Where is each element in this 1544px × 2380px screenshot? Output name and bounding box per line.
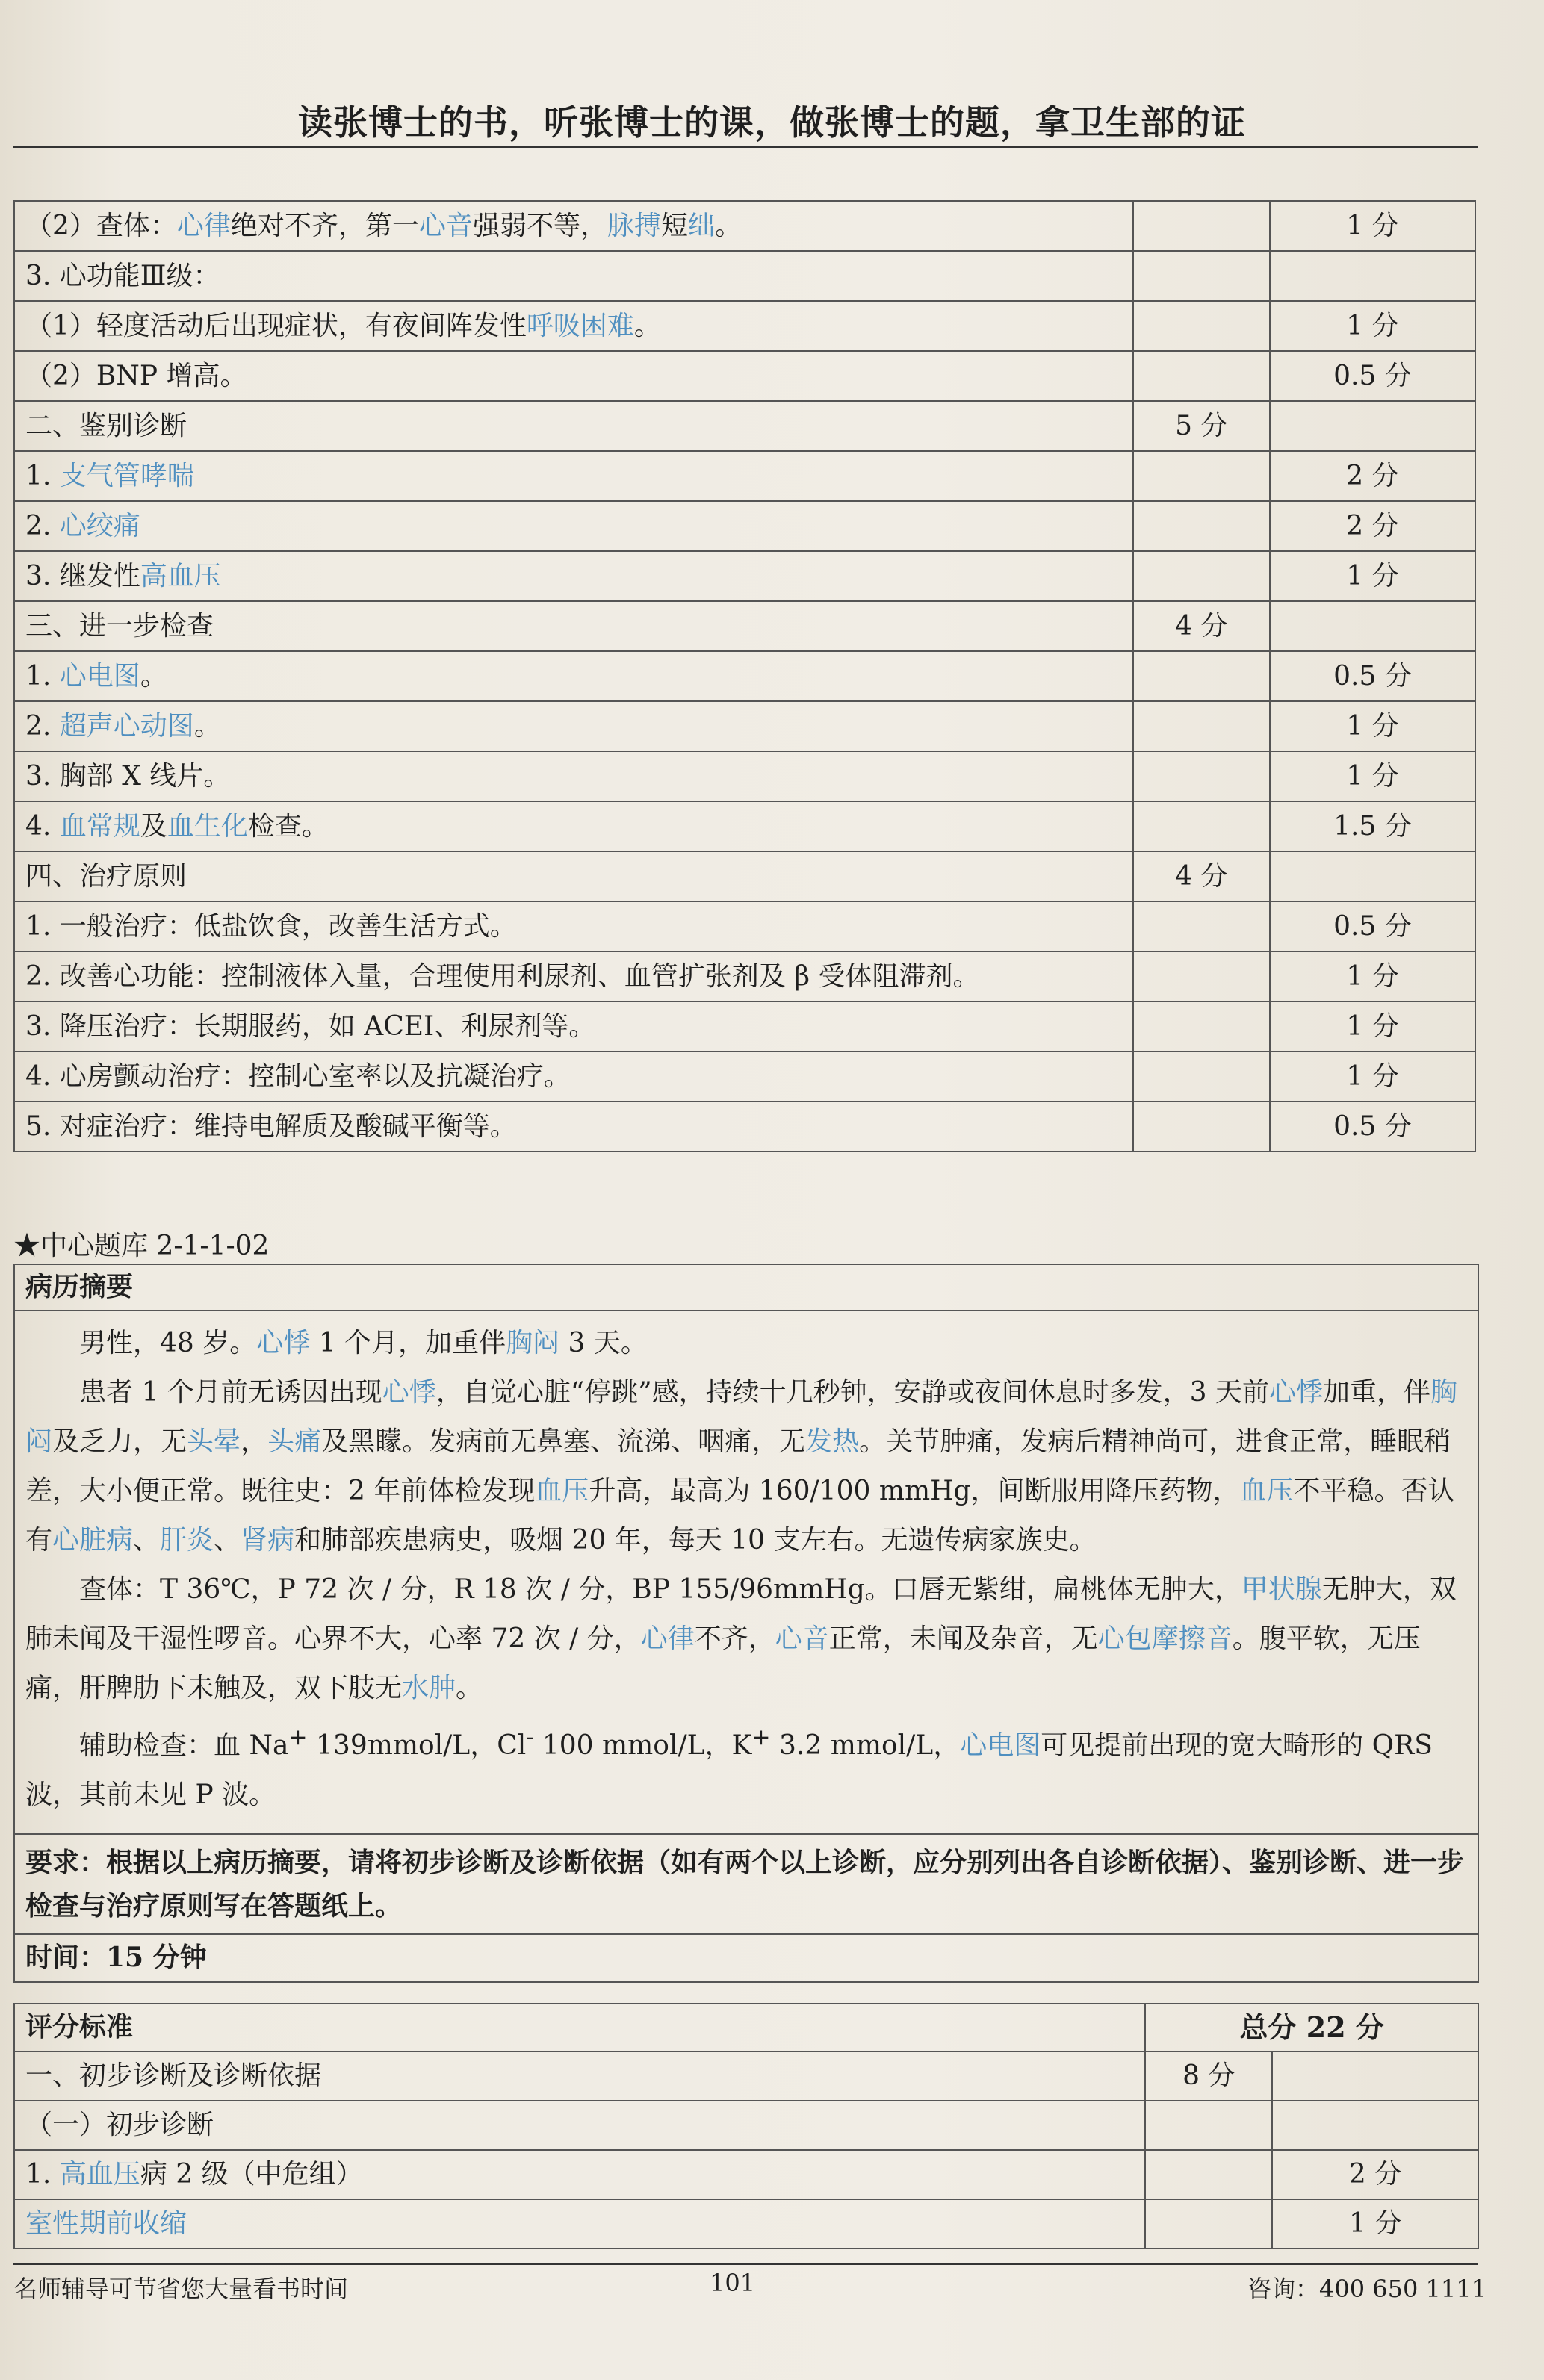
highlighted-term: 心电图 xyxy=(960,1730,1041,1761)
criteria-item xyxy=(14,901,1133,951)
section-score xyxy=(1133,1102,1270,1152)
text-segment: 强弱不等， xyxy=(472,210,607,241)
text-segment: 不齐， xyxy=(694,1624,775,1654)
case-paragraph-history xyxy=(25,1368,1467,1565)
highlighted-term: 心音 xyxy=(418,210,473,241)
highlighted-term: 高血压 xyxy=(59,2159,140,2190)
table-row xyxy=(14,2199,1478,2249)
section-score: 4 分 xyxy=(1133,601,1270,651)
table-row xyxy=(14,1102,1475,1152)
footer-divider xyxy=(13,2263,1478,2265)
text-segment: 及黑矇。发病前无鼻塞、流涕、咽痛，无 xyxy=(321,1426,806,1457)
criteria-item xyxy=(14,551,1133,601)
item-score: 1 分 xyxy=(1270,951,1475,1001)
item-score xyxy=(1270,251,1475,301)
case-summary-heading: 病历摘要 xyxy=(14,1264,1478,1311)
table-row xyxy=(14,551,1475,601)
section-score xyxy=(1133,251,1270,301)
text-segment: 3 天。 xyxy=(559,1328,648,1358)
text-segment: （1）轻度活动后出现症状，有夜间阵发性 xyxy=(25,310,527,341)
scoring-criteria-table xyxy=(13,2003,1479,2249)
section-score xyxy=(1145,2150,1272,2199)
item-score xyxy=(1270,601,1475,651)
section-score xyxy=(1145,2199,1272,2249)
table-row xyxy=(14,951,1475,1001)
highlighted-term: 心音 xyxy=(775,1624,829,1654)
text-segment: 3. 心功能Ⅲ级： xyxy=(25,260,220,291)
criteria-item xyxy=(14,2150,1145,2199)
highlighted-term: 心悸 xyxy=(256,1328,311,1358)
highlighted-term: 血常规 xyxy=(59,810,140,842)
text-segment: 2. xyxy=(25,710,60,742)
highlighted-term: 水肿 xyxy=(402,1673,456,1703)
section-score xyxy=(1133,501,1270,551)
table-row xyxy=(14,401,1475,451)
highlighted-term: 心绞痛 xyxy=(59,510,140,541)
text-segment: 3. 降压治疗：长期服药，如 ACEI、利尿剂等。 xyxy=(25,1010,596,1042)
text-segment: 正常，未闻及杂音，无 xyxy=(828,1624,1098,1654)
criteria-item xyxy=(14,401,1133,451)
text-segment: 100 mmol/L，K xyxy=(533,1730,752,1761)
scoring-table-continued xyxy=(13,200,1476,1152)
text-segment: 升高，最高为 160/100 mmHg，间断服用降压药物， xyxy=(589,1476,1240,1506)
table-row xyxy=(14,301,1475,351)
highlighted-term: 心律 xyxy=(640,1624,695,1654)
page-number: 101 xyxy=(710,2269,756,2297)
text-segment: ， xyxy=(241,1426,268,1457)
text-segment: 2. 改善心功能：控制液体入量，合理使用利尿剂、血管扩张剂及 β 受体阻滞剂。 xyxy=(25,960,980,992)
item-score: 1.5 分 xyxy=(1270,801,1475,851)
footer-contact: 咨询：400 650 1111 xyxy=(1247,2275,1486,2303)
table-row xyxy=(14,651,1475,701)
text-segment: 1. xyxy=(25,660,60,692)
highlighted-term: 呼吸困难 xyxy=(526,310,634,341)
table-row xyxy=(14,801,1475,851)
highlighted-term: 血压 xyxy=(1239,1476,1294,1506)
table-row xyxy=(14,901,1475,951)
text-segment: 检查。 xyxy=(247,810,329,842)
highlighted-term: 血压 xyxy=(535,1476,589,1506)
highlighted-term: 高血压 xyxy=(140,560,221,591)
text-segment: 和肺部疾患病史，吸烟 20 年，每天 10 支左右。无遗传病家族史。 xyxy=(294,1525,1097,1556)
footer-slogan: 名师辅导可节省您大量看书时间 xyxy=(13,2275,349,2303)
text-segment: + xyxy=(751,1724,771,1750)
table-row xyxy=(14,201,1475,251)
section-score xyxy=(1133,801,1270,851)
criteria-item xyxy=(14,1102,1133,1152)
table-row xyxy=(14,501,1475,551)
text-segment: 查体：T 36℃，P 72 次 / 分，R 18 次 / 分，BP 155/96mmHg。口唇无紫绀，扁桃体无肿大， xyxy=(79,1574,1241,1605)
table-row xyxy=(14,1051,1475,1102)
item-score: 2 分 xyxy=(1270,501,1475,551)
criteria-item xyxy=(14,1001,1133,1051)
criteria-item xyxy=(14,351,1133,401)
case-time-limit: 时间：15 分钟 xyxy=(14,1934,1478,1982)
item-score: 1 分 xyxy=(1270,701,1475,751)
question-bank-label: ★中心题库 2-1-1-02 xyxy=(13,1231,270,1261)
header-divider xyxy=(13,146,1478,148)
criteria-item xyxy=(14,451,1133,501)
text-segment: 、 xyxy=(133,1525,161,1556)
text-segment: 男性，48 岁。 xyxy=(79,1328,257,1358)
text-segment: 1 个月，加重伴 xyxy=(310,1328,506,1358)
text-segment: 、 xyxy=(214,1525,241,1556)
case-requirement: 要求：根据以上病历摘要，请将初步诊断及诊断依据（如有两个以上诊断，应分别列出各自诊断依据）、鉴别诊断、进一步检查与治疗原则写在答题纸上。 xyxy=(14,1834,1478,1934)
case-paragraph-exam xyxy=(25,1565,1467,1713)
highlighted-term: 肝炎 xyxy=(160,1525,214,1556)
case-summary-body xyxy=(14,1311,1478,1834)
highlighted-term: 血生化 xyxy=(167,810,248,842)
item-score xyxy=(1272,2051,1478,2101)
case-paragraph-chief-complaint xyxy=(25,1319,1467,1368)
highlighted-term: 心律 xyxy=(176,210,231,241)
section-score xyxy=(1133,301,1270,351)
highlighted-term: 支气管哮喘 xyxy=(59,460,194,491)
text-segment: 及乏力，无 xyxy=(52,1426,187,1457)
text-segment: 4. 心房颤动治疗：控制心室率以及抗凝治疗。 xyxy=(25,1060,571,1092)
highlighted-term: 肾病 xyxy=(241,1525,295,1556)
item-score: 0.5 分 xyxy=(1270,351,1475,401)
section-score xyxy=(1133,951,1270,1001)
scoring-criteria-heading: 评分标准 xyxy=(14,2004,1145,2051)
criteria-item xyxy=(14,501,1133,551)
section-score: 8 分 xyxy=(1145,2051,1272,2101)
item-score: 0.5 分 xyxy=(1270,651,1475,701)
text-segment: 。 xyxy=(715,210,742,241)
item-score: 1 分 xyxy=(1270,201,1475,251)
text-segment: 患者 1 个月前无诱因出现 xyxy=(79,1377,382,1408)
highlighted-term: 头晕 xyxy=(187,1426,241,1457)
highlighted-term: 心悸 xyxy=(1268,1377,1323,1408)
highlighted-term: 胸闷 xyxy=(506,1328,560,1358)
text-segment: 139mmol/L，Cl xyxy=(307,1730,527,1761)
highlighted-term: 头痛 xyxy=(267,1426,322,1457)
text-segment: 一、初步诊断及诊断依据 xyxy=(25,2060,322,2092)
item-score xyxy=(1270,851,1475,901)
text-segment: 1. xyxy=(25,2159,60,2190)
table-row xyxy=(14,251,1475,301)
item-score: 1 分 xyxy=(1270,751,1475,801)
criteria-item xyxy=(14,251,1133,301)
table-row xyxy=(14,351,1475,401)
item-score: 0.5 分 xyxy=(1270,1102,1475,1152)
section-score xyxy=(1133,201,1270,251)
item-score: 1 分 xyxy=(1270,1051,1475,1102)
item-score: 1 分 xyxy=(1270,551,1475,601)
highlighted-term: 心电图 xyxy=(59,660,140,692)
criteria-item xyxy=(14,751,1133,801)
section-score xyxy=(1133,901,1270,951)
item-score: 2 分 xyxy=(1272,2150,1478,2199)
criteria-item xyxy=(14,851,1133,901)
text-segment: 。腹平软，无压痛，肝脾肋下未触及，双下肢无 xyxy=(25,1624,1421,1703)
text-segment: 4. xyxy=(25,810,60,842)
highlighted-term: 心悸 xyxy=(382,1377,436,1408)
section-score xyxy=(1133,1001,1270,1051)
page-header-title: 读张博士的书，听张博士的课，做张博士的题，拿卫生部的证 xyxy=(298,102,1246,143)
criteria-item xyxy=(14,201,1133,251)
text-segment: 三、进一步检查 xyxy=(25,610,214,641)
highlighted-term: 甲状腺 xyxy=(1241,1574,1322,1605)
highlighted-term: 胸闷 xyxy=(25,1377,1458,1457)
case-paragraph-tests xyxy=(25,1713,1467,1820)
section-score: 5 分 xyxy=(1133,401,1270,451)
text-segment: （2）BNP 增高。 xyxy=(25,360,247,391)
item-score: 2 分 xyxy=(1270,451,1475,501)
criteria-item xyxy=(14,701,1133,751)
table-row xyxy=(14,1001,1475,1051)
text-segment: 及 xyxy=(140,810,167,842)
text-segment: 2. xyxy=(25,510,60,541)
table-row xyxy=(14,2101,1478,2150)
item-score: 0.5 分 xyxy=(1270,901,1475,951)
criteria-item xyxy=(14,801,1133,851)
criteria-item xyxy=(14,951,1133,1001)
text-segment: 。关节肿痛，发病后精神尚可，进食正常，睡眠稍差，大小便正常。既往史：2 年前体检发现 xyxy=(25,1426,1451,1506)
highlighted-term: 发热 xyxy=(805,1426,860,1457)
section-score xyxy=(1133,1051,1270,1102)
text-segment: （2）查体： xyxy=(25,210,177,241)
criteria-item xyxy=(14,301,1133,351)
table-row xyxy=(14,751,1475,801)
text-segment: - xyxy=(526,1724,534,1750)
total-score: 总分 22 分 xyxy=(1145,2004,1478,2051)
text-segment: 3. 继发性 xyxy=(25,560,140,591)
section-score xyxy=(1145,2101,1272,2150)
criteria-item xyxy=(14,2101,1145,2150)
highlighted-term: 脉搏 xyxy=(607,210,661,241)
criteria-item xyxy=(14,651,1133,701)
text-segment: 短 xyxy=(660,210,688,241)
text-segment: 3. 胸部 X 线片。 xyxy=(25,760,231,792)
text-segment: 。 xyxy=(633,310,661,341)
case-table xyxy=(13,1264,1479,1983)
section-score: 4 分 xyxy=(1133,851,1270,901)
section-score xyxy=(1133,451,1270,501)
criteria-item xyxy=(14,1051,1133,1102)
text-segment: 绝对不齐，第一 xyxy=(230,210,419,241)
text-segment: 病 2 级（中危组） xyxy=(140,2159,363,2190)
section-score xyxy=(1133,751,1270,801)
text-segment: 二、鉴别诊断 xyxy=(25,410,187,441)
text-segment: （一）初步诊断 xyxy=(25,2110,214,2141)
text-segment: 5. 对症治疗：维持电解质及酸碱平衡等。 xyxy=(25,1110,517,1142)
highlighted-term: 心脏病 xyxy=(52,1525,134,1556)
highlighted-term: 绌 xyxy=(688,210,716,241)
item-score: 1 分 xyxy=(1270,1001,1475,1051)
text-segment: 1. 一般治疗：低盐饮食，改善生活方式。 xyxy=(25,910,517,942)
text-segment: ，自觉心脏“停跳”感，持续十几秒钟，安静或夜间休息时多发，3 天前 xyxy=(435,1377,1269,1408)
highlighted-term: 心包摩擦音 xyxy=(1097,1624,1233,1654)
text-segment: 。 xyxy=(140,660,167,692)
section-score xyxy=(1133,701,1270,751)
text-segment: 1. xyxy=(25,460,60,491)
table-row xyxy=(14,451,1475,501)
text-segment: 加重，伴 xyxy=(1323,1377,1431,1408)
table-row xyxy=(14,2150,1478,2199)
table-row xyxy=(14,851,1475,901)
item-score xyxy=(1270,401,1475,451)
item-score: 1 分 xyxy=(1272,2199,1478,2249)
section-score xyxy=(1133,651,1270,701)
text-segment: 无肿大，双肺未闻及干湿性啰音。心界不大，心率 72 次 / 分， xyxy=(25,1574,1457,1654)
criteria-item xyxy=(14,2051,1145,2101)
text-segment: + xyxy=(288,1724,308,1750)
section-score xyxy=(1133,351,1270,401)
text-segment: 。 xyxy=(193,710,221,742)
criteria-item xyxy=(14,2199,1145,2249)
table-row xyxy=(14,701,1475,751)
text-segment: 不平稳。否认有 xyxy=(25,1476,1455,1556)
section-score xyxy=(1133,551,1270,601)
highlighted-term: 室性期前收缩 xyxy=(25,2208,187,2240)
text-segment: 四、治疗原则 xyxy=(25,860,187,892)
criteria-item xyxy=(14,601,1133,651)
text-segment: 可见提前出现的宽大畸形的 QRS 波，其前未见 P 波。 xyxy=(25,1730,1433,1810)
text-segment: 辅助检查：血 Na xyxy=(79,1730,289,1761)
text-segment: 3.2 mmol/L， xyxy=(770,1730,961,1761)
item-score: 1 分 xyxy=(1270,301,1475,351)
table-row xyxy=(14,2051,1478,2101)
text-segment: 。 xyxy=(456,1673,483,1703)
highlighted-term: 超声心动图 xyxy=(59,710,194,742)
item-score xyxy=(1272,2101,1478,2150)
table-row xyxy=(14,601,1475,651)
